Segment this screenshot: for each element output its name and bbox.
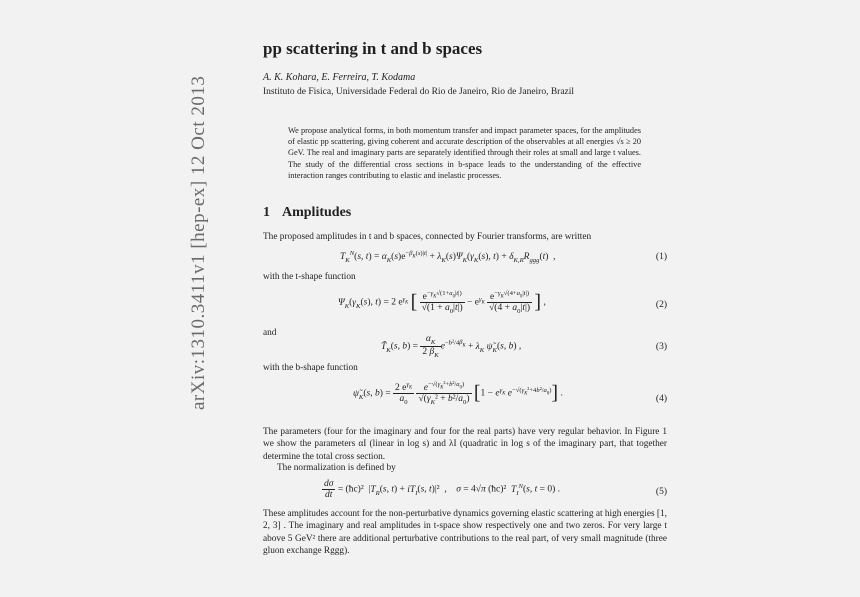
paragraph-amplitudes: These amplitudes account for the non-perturbative dynamics governing elastic scattering at high energies [1, 2, 3] . The imaginary and real amplitudes in t-space show respectively one and two zeros. For very large t above 5 GeV² there are additional perturbative contributions to the real part, of very small magnitude (three gluon exchange Rggg). — [263, 509, 667, 556]
equation-number-3: (3) — [655, 342, 667, 352]
section-number: 1 — [263, 205, 270, 220]
equation-5: $\frac{d\sigma}{dt}$ = (ħc)² $|T_R(s$, $t) + iT_I(s$, t)|² , σ = 4√π (ħc)² $T_I^N(s$, t = 0) . — [324, 479, 561, 500]
paragraph-parameters: The parameters (four for the imaginary and four for the real parts) have very regular behavior. In Figure 1 we show the parameters αI (linear in log s) and λI (quadratic in log s of the imaginary part, that together determine the total cross section. — [263, 427, 667, 462]
paragraph-and: and — [263, 328, 277, 338]
authors: A. K. Kohara, E. Ferreira, T. Kodama — [263, 72, 416, 83]
equation-3: $T̃_K(s$, b) = $\frac{\alpha_K}{2 \beta_K}$ $e^{-b^2/4\beta_K} + \lambda_K$ $\psĩ_K(s$, b) , — [381, 334, 522, 359]
arxiv-stamp: arXiv:1310.3411v1 [hep-ex] 12 Oct 2013 — [188, 75, 209, 410]
paragraph-b-shape: with the b-shape function — [263, 363, 358, 373]
paragraph-intro: The proposed amplitudes in t and b spaces, connected by Fourier transforms, are written — [263, 232, 592, 242]
paragraph-t-shape: with the t-shape function — [263, 272, 356, 282]
equation-number-4: (4) — [655, 394, 667, 404]
abstract: We propose analytical forms, in both momentum transfer and impact parameter spaces, for the amplitudes of elastic pp scattering, giving coherent and accurate description of the observables at all energies √s ≥ 20 GeV. The real and imaginary parts are separately identified through their roles at small and large t values. The study of the differential cross sections in b-space leads to the understanding of the effective interaction ranges contributing to elastic and inelastic processes. — [288, 126, 641, 180]
section-title: Amplitudes — [282, 205, 352, 220]
affiliation: Instituto de Fisica, Universidade Federal do Rio de Janeiro, Rio de Janeiro, Brazil — [263, 87, 575, 97]
equation-number-2: (2) — [655, 300, 667, 310]
equation-2: $\Psi_K(\gamma_K(s)$, t) = 2 $e^{\gamma_K}$ [ $\frac{e^{-\gamma_K√(1+a_0|t|)}}{√(1 + a_0|t|)}$ − $e^{\gamma_K}$ $\frac{e^{-\gamma_K√(4+a_0|t|)}}{√(4 + a_0|t|)}$ ] , — [338, 290, 546, 316]
equation-4: $\psĩ_K(s$, b) = $\frac{2 e^{\gamma_K}}{a_0}$ $\frac{e^{-√(\gamma_K^2+b^2/a_0)}}{√(\gamma_K^2 + b^2/a_0)}$ [$1 - e^{\gamma_K}$ $e^{-√(\gamma_K^2+4b^2/a_0)}$] . — [353, 381, 563, 407]
section-heading — [263, 205, 351, 221]
paper-title: pp scattering in t and b spaces — [263, 39, 483, 58]
equation-number-5: (5) — [655, 487, 667, 497]
equation-1: $T_K^N(s$, $t) = \alpha_K(s)e^{-\beta_K(s)|t|} + \lambda_K(s)\Psi_K(\gamma_K(s)$, $t) + \delta_{K,R}R_{ggg}(t)$ , — [340, 250, 556, 265]
paragraph-normalization: The normalization is defined by — [277, 463, 396, 473]
equation-number-1: (1) — [655, 252, 667, 262]
